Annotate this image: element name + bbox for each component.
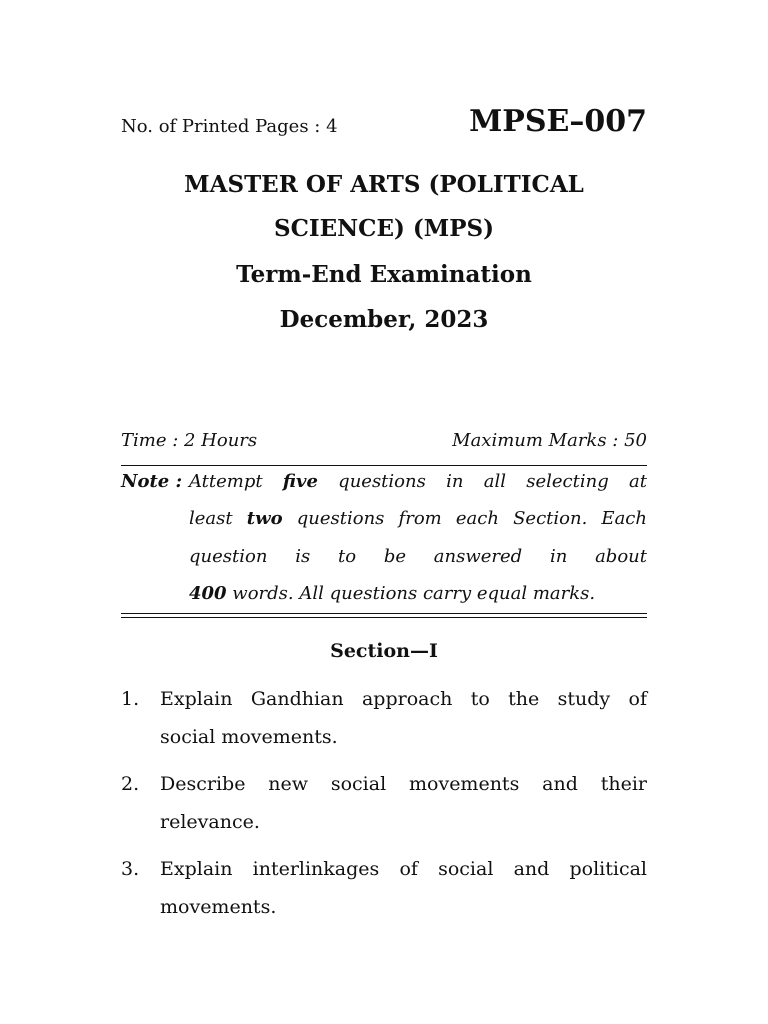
exam-name: Term-End Examination (236, 261, 532, 288)
question-3-line-1: Explain interlinkages of social and political (160, 858, 647, 880)
question-number: 3. (121, 858, 140, 880)
note-text: questions in all selecting at (317, 471, 647, 492)
divider-top (121, 465, 647, 466)
divider-double-top (121, 613, 647, 614)
note-label: Note : (121, 471, 183, 492)
note-line-4 (189, 583, 647, 604)
note-emphasis: two (246, 508, 283, 529)
header-row (121, 104, 647, 148)
printed-pages-count: No. of Printed Pages : 4 (121, 116, 338, 137)
note-text: least (189, 508, 247, 529)
maximum-marks: Maximum Marks : 50 (452, 430, 647, 451)
section-title: Section—I (330, 640, 438, 662)
note-line-2 (189, 508, 647, 529)
question-1-line-1: Explain Gandhian approach to the study of (160, 688, 647, 710)
programme-title-line-1: MASTER OF ARTS (POLITICAL (184, 171, 584, 198)
paper-code: MPSE–007 (469, 104, 647, 139)
note-text: Attempt (189, 471, 283, 492)
question-2-line-1: Describe new social movements and their (160, 773, 647, 795)
time-allowed: Time : 2 Hours (121, 430, 258, 451)
divider-double-bottom (121, 617, 647, 618)
note-emphasis: five (282, 471, 318, 492)
question-3-line-2: movements. (160, 896, 277, 918)
question-1-line-2: social movements. (160, 726, 338, 748)
note-emphasis: 400 (189, 583, 227, 604)
question-number: 2. (121, 773, 140, 795)
note-text: words. All questions carry equal marks. (226, 583, 596, 604)
programme-title-line-2: SCIENCE) (MPS) (273, 215, 495, 242)
question-number: 1. (121, 688, 140, 710)
note-line-1 (189, 471, 647, 492)
note-text: questions from each Section. Each (282, 508, 647, 529)
note-line-3: question is to be answered in about (189, 546, 647, 567)
question-2-line-2: relevance. (160, 811, 260, 833)
exam-date: December, 2023 (279, 306, 489, 333)
